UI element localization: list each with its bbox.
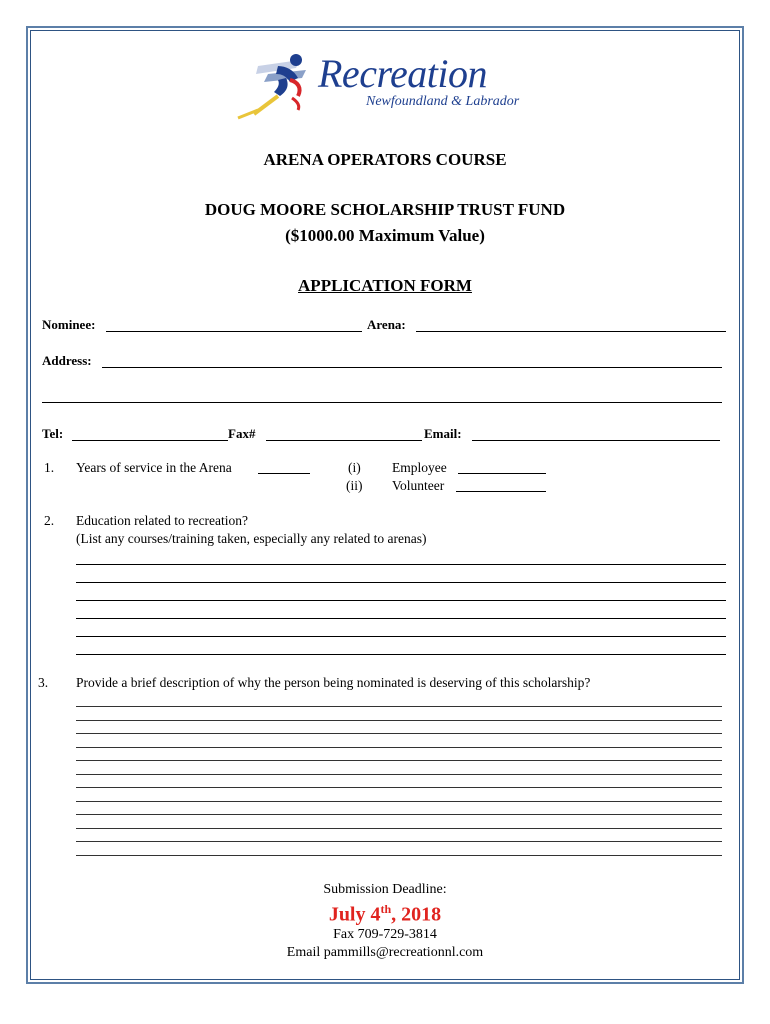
submission-deadline-label: Submission Deadline: (323, 882, 447, 897)
q1-volunteer-field[interactable] (456, 491, 546, 492)
answer-line[interactable] (76, 618, 726, 619)
fax-label: Fax# (228, 426, 256, 441)
q2-text: Education related to recreation? (76, 513, 249, 528)
answer-line[interactable] (76, 787, 722, 788)
skater-logo-icon (228, 52, 323, 122)
q3-number: 3. (38, 675, 49, 690)
form-title: APPLICATION FORM (298, 276, 472, 295)
answer-line[interactable] (76, 801, 722, 802)
answer-line[interactable] (76, 760, 722, 761)
answer-line[interactable] (76, 720, 722, 721)
email-field[interactable] (472, 440, 720, 441)
answer-line[interactable] (76, 774, 722, 775)
deadline-date-year: , 2018 (391, 903, 442, 926)
address-field[interactable] (102, 367, 722, 368)
contact-email: Email pammills@recreationnl.com (286, 945, 484, 960)
answer-line[interactable] (76, 747, 722, 748)
recreation-logo (228, 52, 558, 122)
address-field-line2[interactable] (42, 402, 722, 403)
tel-field[interactable] (72, 440, 228, 441)
address-label: Address: (42, 353, 92, 368)
answer-line[interactable] (76, 733, 722, 734)
arena-field[interactable] (416, 331, 726, 332)
answer-line[interactable] (76, 582, 726, 583)
fax-number: Fax 709-729-3814 (333, 927, 437, 942)
answer-line[interactable] (76, 814, 722, 815)
answer-line[interactable] (76, 706, 722, 707)
logo-wordmark: Recreation (318, 51, 488, 96)
q1-opt1-number: (i) (348, 460, 361, 475)
course-title: ARENA OPERATORS COURSE (263, 150, 507, 169)
answer-line[interactable] (76, 600, 726, 601)
q1-number: 1. (44, 460, 55, 475)
answer-line[interactable] (76, 841, 722, 842)
page-border-inner (30, 30, 740, 980)
fund-title: DOUG MOORE SCHOLARSHIP TRUST FUND (204, 200, 566, 219)
answer-line[interactable] (76, 828, 722, 829)
answer-line[interactable] (76, 564, 726, 565)
q3-text: Provide a brief description of why the person being nominated is deserving of this scholarship? (76, 675, 591, 690)
deadline-date-main: July 4 (328, 903, 381, 926)
max-value: ($1000.00 Maximum Value) (285, 226, 485, 245)
answer-line[interactable] (76, 855, 722, 856)
deadline-date-suffix: th (380, 902, 392, 916)
nominee-field[interactable] (106, 331, 362, 332)
q1-opt2-number: (ii) (346, 478, 363, 493)
q1-employee-field[interactable] (458, 473, 546, 474)
deadline-date (0, 902, 770, 927)
logo-subtitle: Newfoundland & Labrador (366, 94, 520, 109)
email-label: Email: (424, 426, 462, 441)
q2-subtext: (List any courses/training taken, especially any related to arenas) (76, 531, 427, 546)
fax-field[interactable] (266, 440, 422, 441)
q2-number: 2. (44, 513, 55, 528)
q1-years-field[interactable] (258, 473, 310, 474)
q1-opt1-label: Employee (392, 460, 447, 475)
tel-label: Tel: (42, 426, 64, 441)
answer-line[interactable] (76, 636, 726, 637)
arena-label: Arena: (367, 317, 406, 332)
q1-text: Years of service in the Arena (76, 460, 232, 475)
q1-opt2-label: Volunteer (392, 478, 445, 493)
answer-line[interactable] (76, 654, 726, 655)
nominee-label: Nominee: (42, 317, 96, 332)
